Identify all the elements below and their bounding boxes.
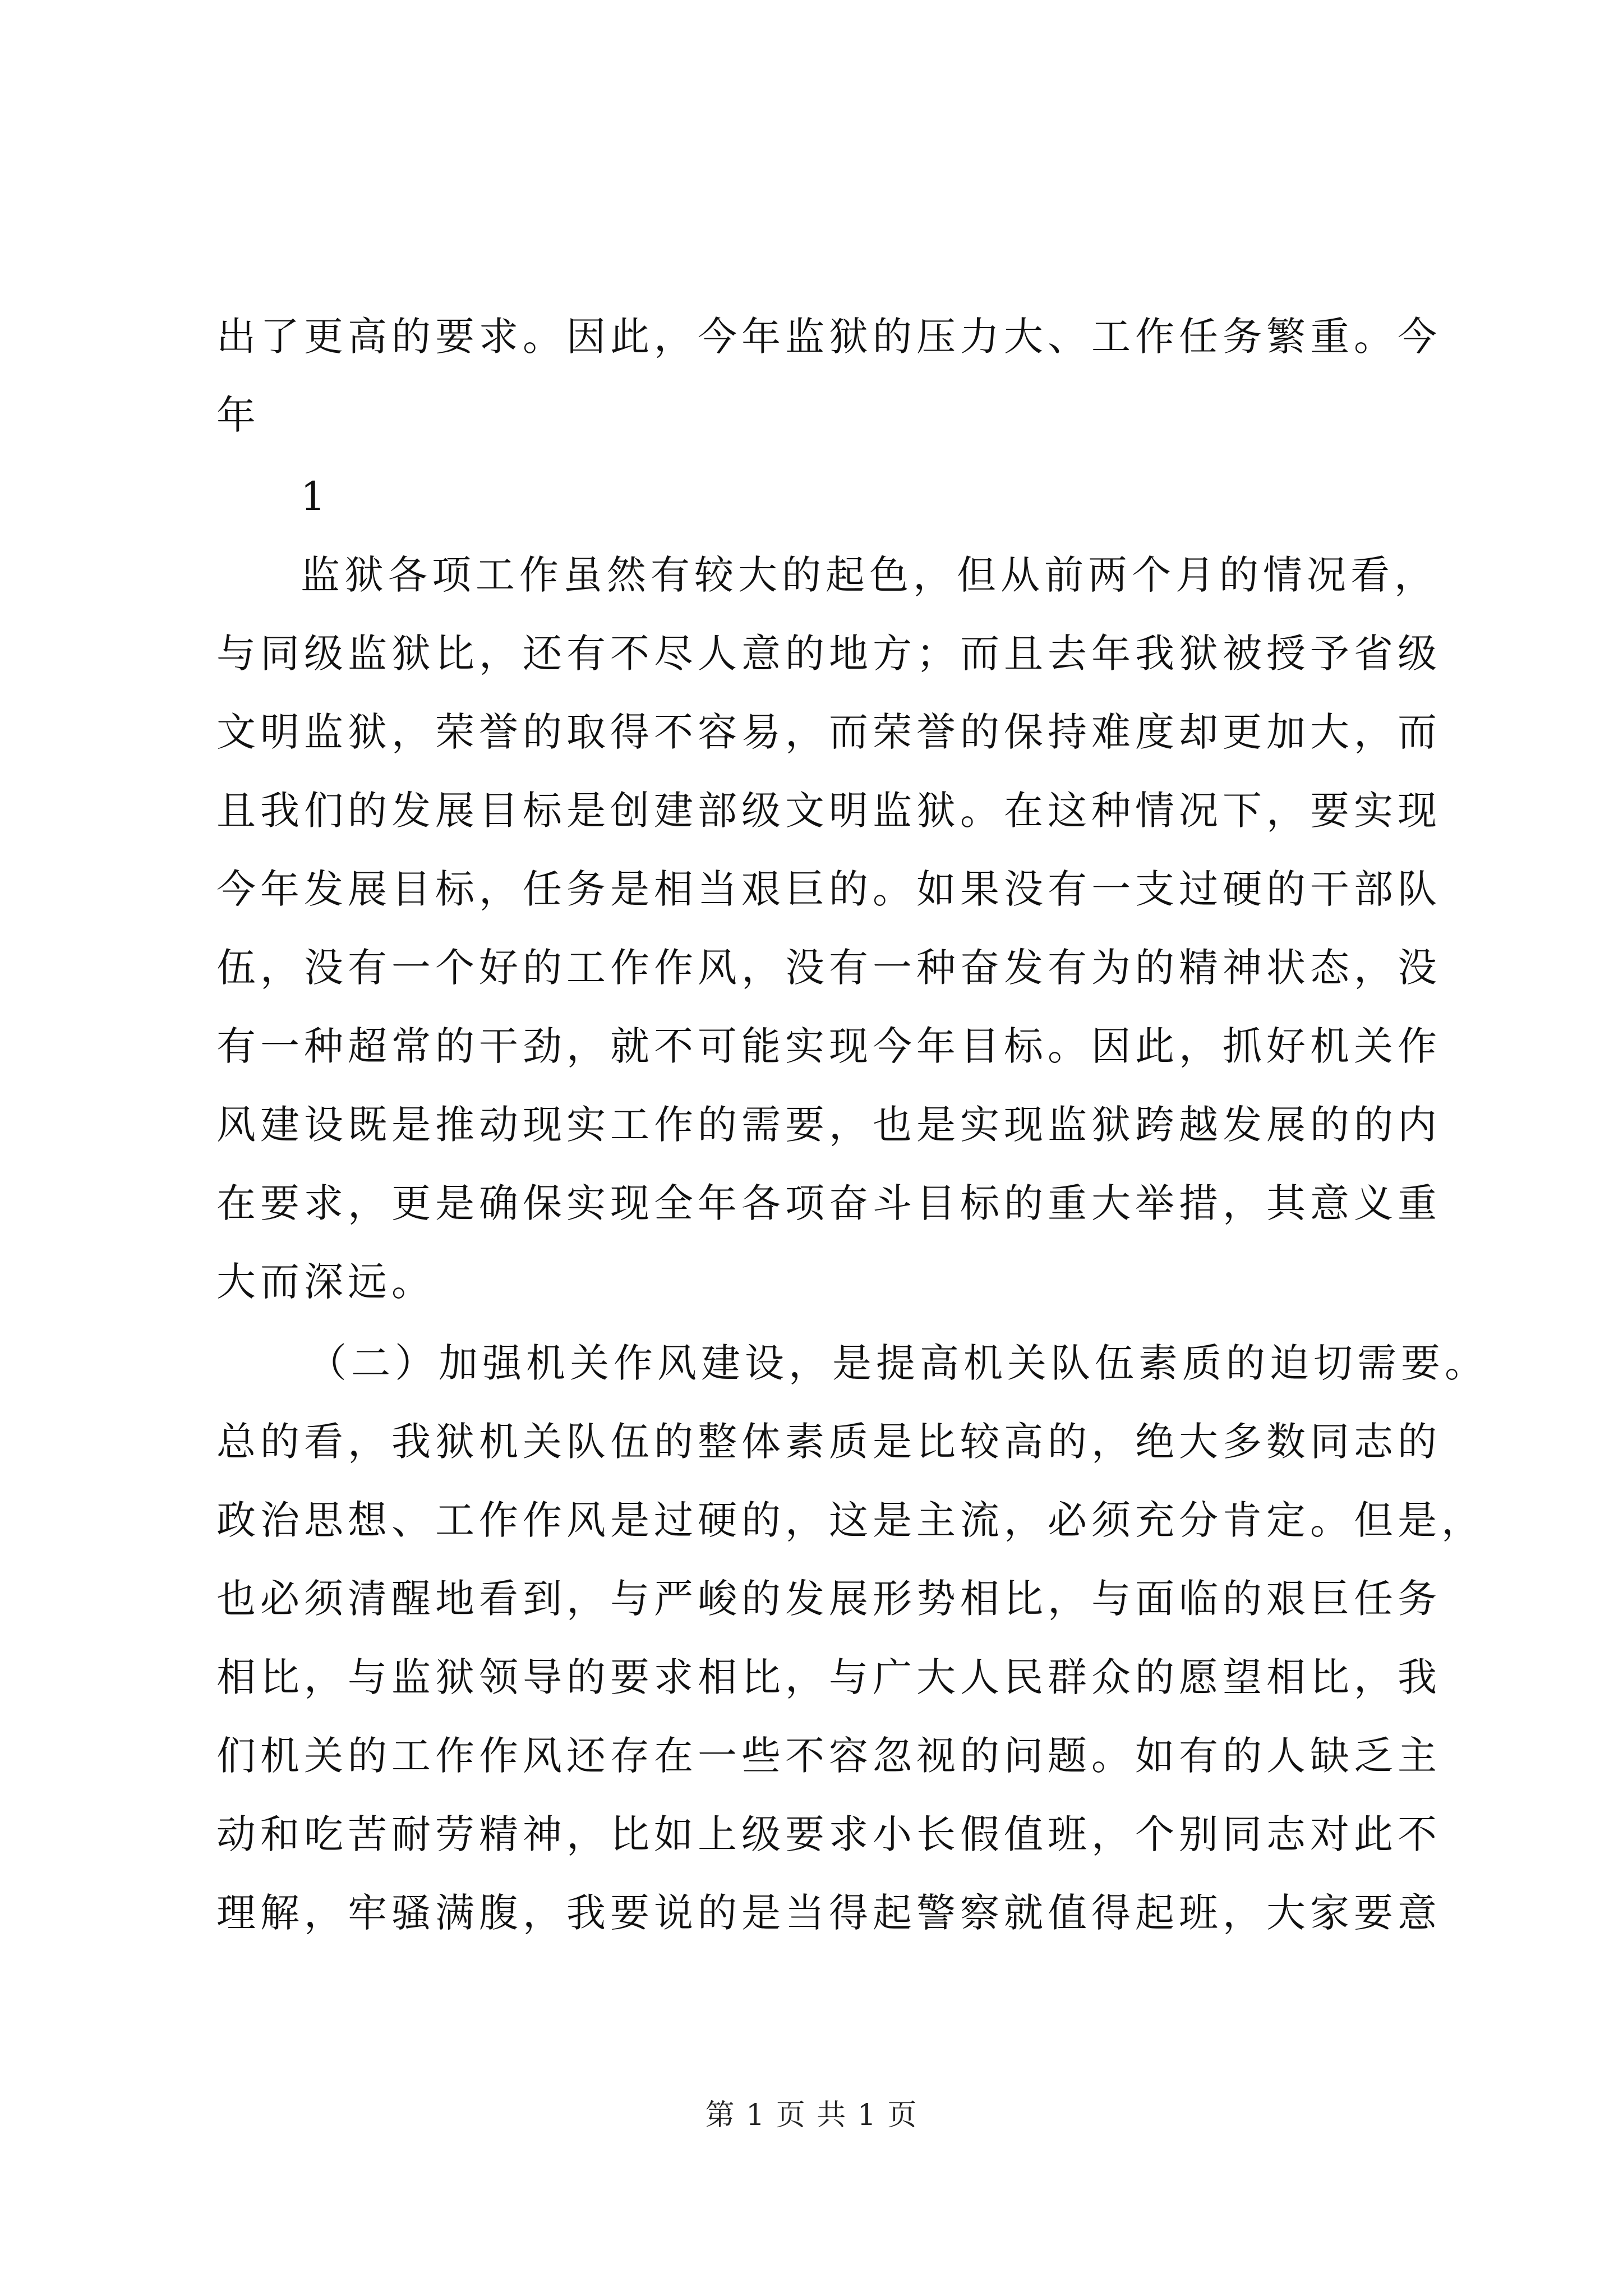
section-heading-line: （二）加强机关作风建设，是提高机关队伍素质的迫切需要。 — [307, 1340, 1488, 1386]
text-line: 文明监狱，荣誉的取得不容易，而荣誉的保持难度却更加大，而 — [216, 709, 1441, 755]
text-line: 大而深远。 — [216, 1259, 435, 1305]
text-line: 理解，牢骚满腹，我要说的是当得起警察就值得起班，大家要意 — [216, 1890, 1441, 1936]
text-line: 们机关的工作作风还存在一些不容忽视的问题。如有的人缺乏主 — [216, 1733, 1441, 1779]
text-line: 风建设既是推动现实工作的需要，也是实现监狱跨越发展的的内 — [216, 1102, 1441, 1148]
text-line: 年 — [216, 392, 260, 438]
text-line: 出了更高的要求。因此，今年监狱的压力大、工作任务繁重。今 — [216, 314, 1441, 360]
text-line: 伍，没有一个好的工作作风，没有一种奋发有为的精神状态，没 — [216, 945, 1441, 991]
text-line: 与同级监狱比，还有不尽人意的地方；而且去年我狱被授予省级 — [216, 631, 1441, 677]
text-line: 在要求，更是确保实现全年各项奋斗目标的重大举措，其意义重 — [216, 1180, 1441, 1226]
page-marker: 1 — [301, 473, 330, 519]
text-line: 有一种超常的干劲，就不可能实现今年目标。因此，抓好机关作 — [216, 1023, 1441, 1069]
text-line: 总的看，我狱机关队伍的整体素质是比较高的，绝大多数同志的 — [216, 1419, 1441, 1465]
text-line: 动和吃苦耐劳精神，比如上级要求小长假值班，个别同志对此不 — [216, 1811, 1441, 1857]
text-line: 也必须清醒地看到，与严峻的发展形势相比，与面临的艰巨任务 — [216, 1576, 1441, 1622]
text-line: 监狱各项工作虽然有较大的起色，但从前两个月的情况看， — [301, 552, 1438, 598]
text-line: 相比，与监狱领导的要求相比，与广大人民群众的愿望相比，我 — [216, 1654, 1441, 1700]
text-line: 政治思想、工作作风是过硬的，这是主流，必须充分肯定。但是， — [216, 1497, 1485, 1543]
text-line: 今年发展目标，任务是相当艰巨的。如果没有一支过硬的干部队 — [216, 866, 1441, 912]
text-line: 且我们的发展目标是创建部级文明监狱。在这种情况下，要实现 — [216, 788, 1441, 834]
page-footer: 第 1 页 共 1 页 — [705, 2099, 918, 2132]
